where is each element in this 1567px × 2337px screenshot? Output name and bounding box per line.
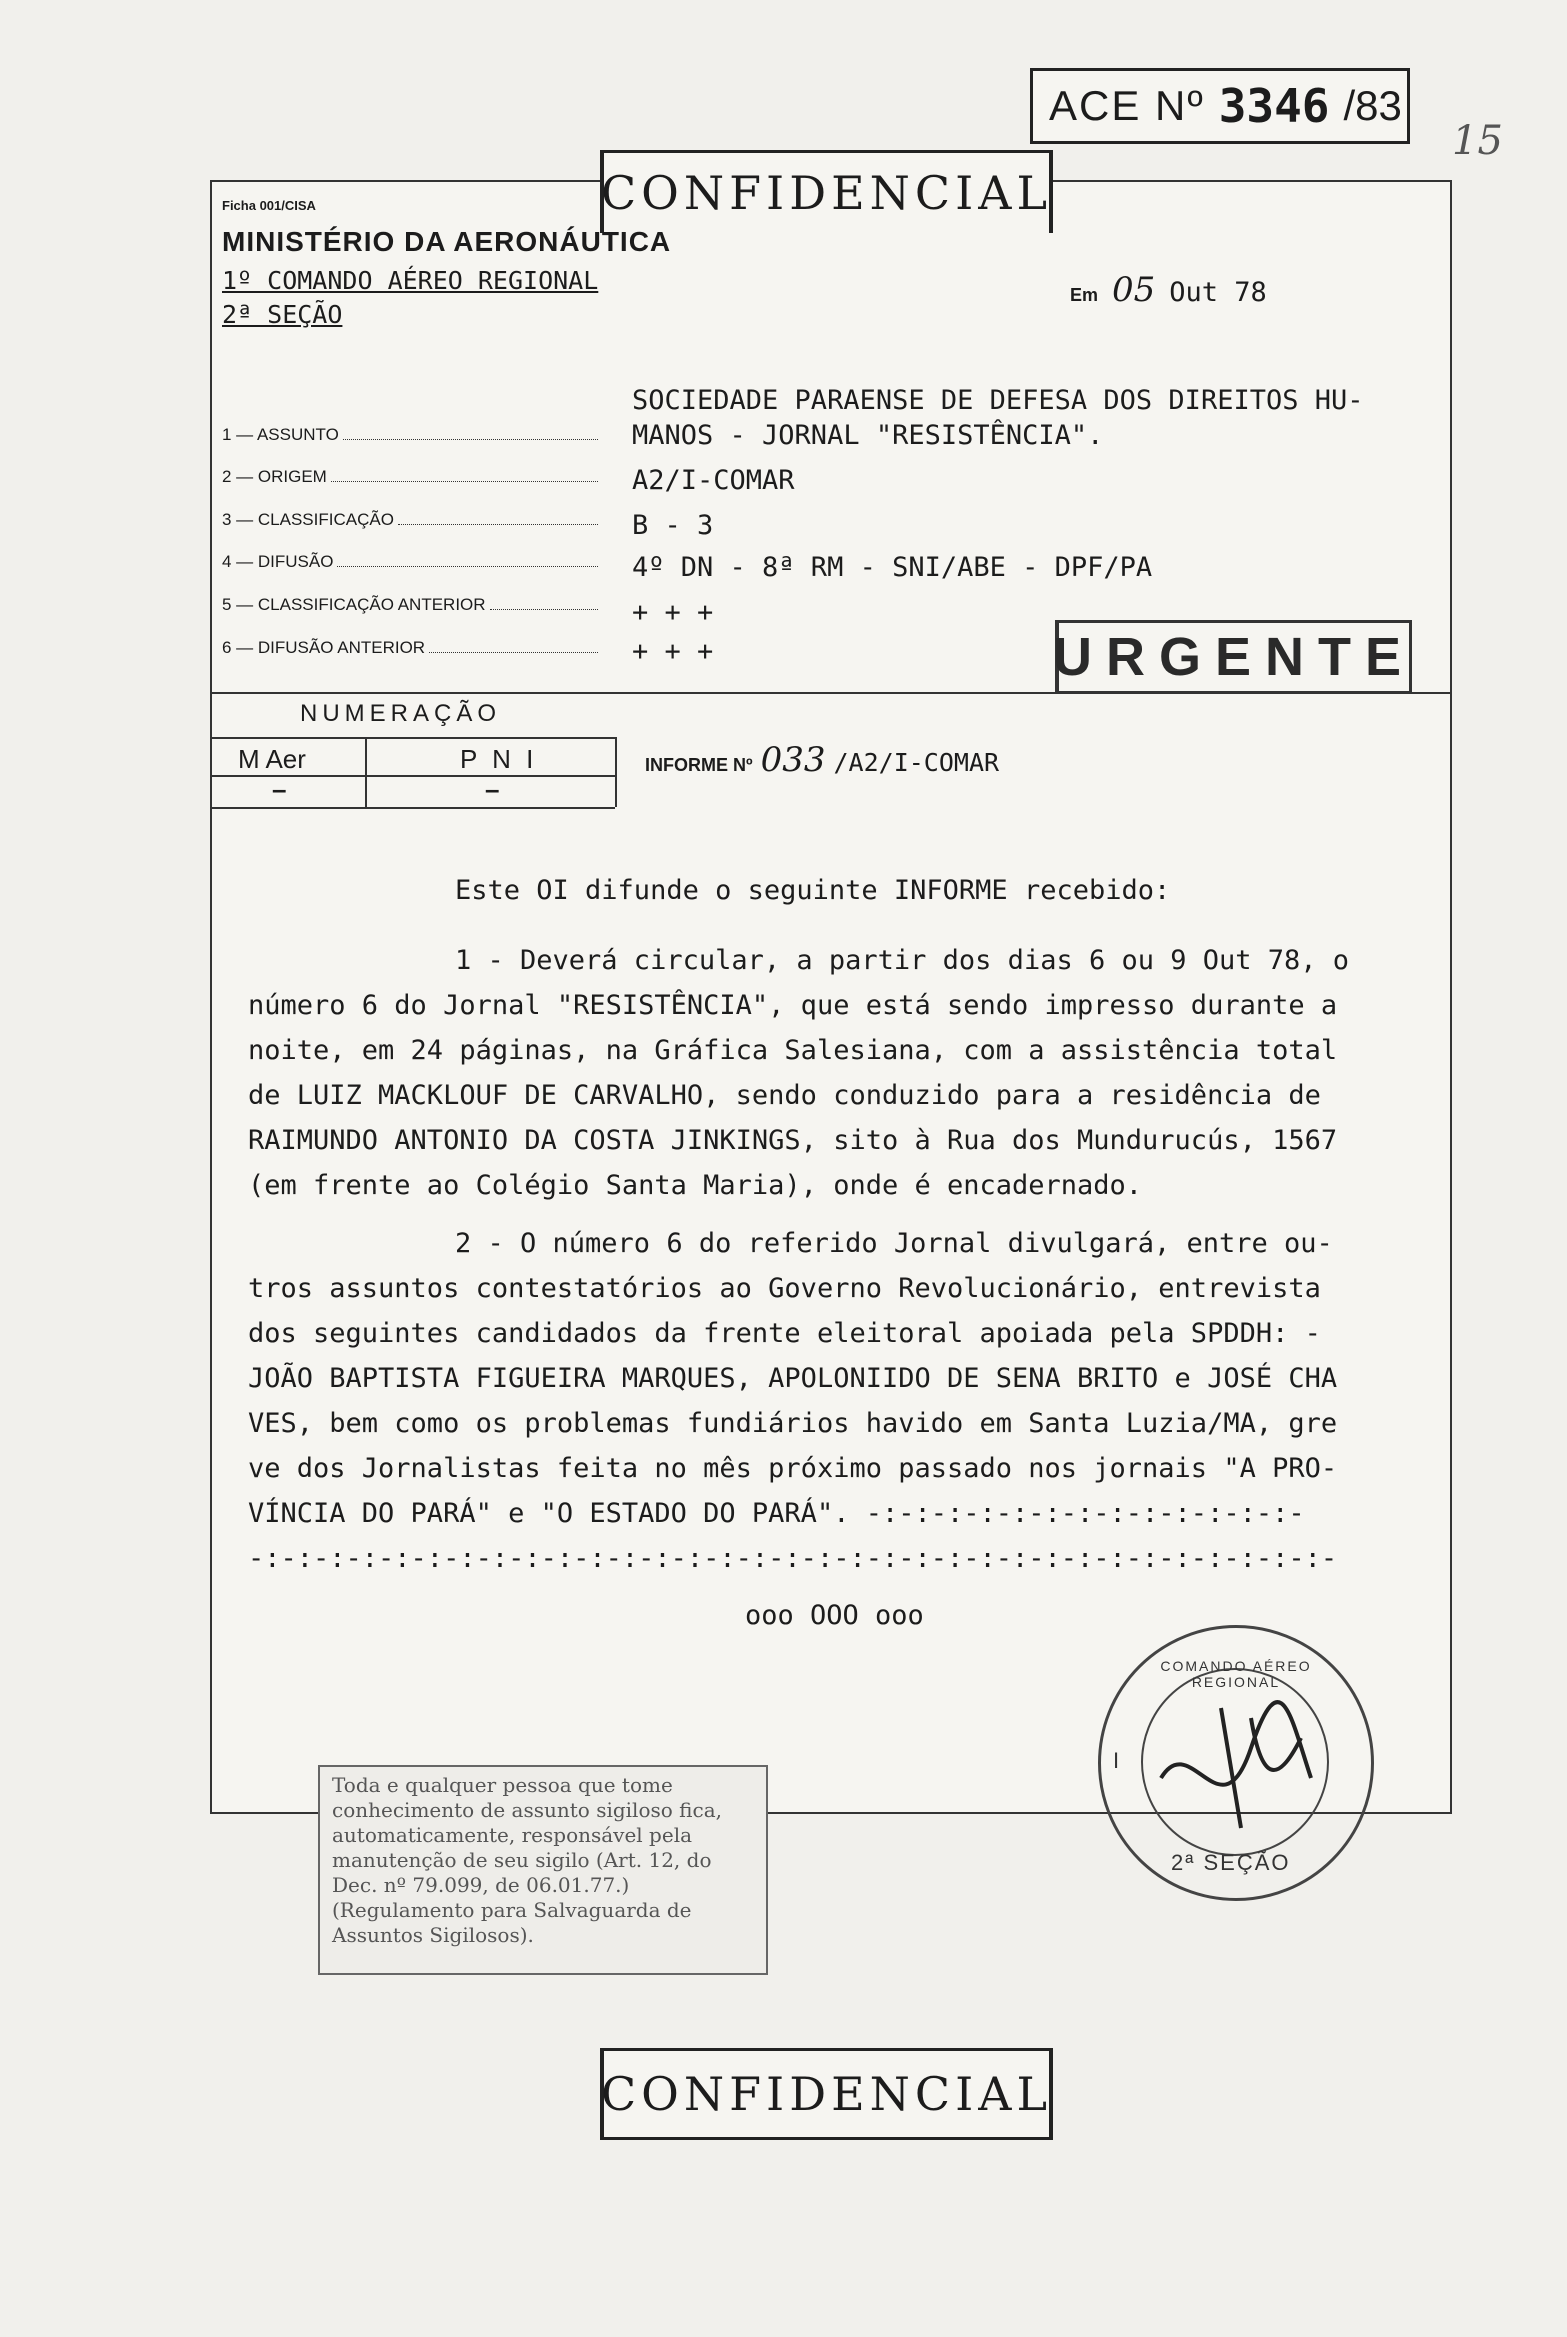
p1-line3: noite, em 24 páginas, na Gráfica Salesiana, com a assistência total <box>248 1035 1338 1066</box>
p2-line6: ve dos Jornalistas feita no mês próximo passado nos jornais "A PRO- <box>248 1453 1338 1484</box>
p2-line3: dos seguintes candidados da frente eleitoral apoiada pela SPDDH: - <box>248 1318 1321 1349</box>
numeracao-col-pni: P N I <box>460 744 538 774</box>
informe-number: 033 <box>760 740 826 780</box>
p1-line4: de LUIZ MACKLOUF DE CARVALHO, sendo conduzido para a residência de <box>248 1080 1321 1111</box>
seal-left-text: I <box>1113 1748 1122 1773</box>
classificacao-value: B - 3 <box>632 510 714 541</box>
ace-number-box <box>1030 68 1410 144</box>
body-intro: Este OI difunde o seguinte INFORME recebido: <box>455 875 1171 906</box>
date-day: 05 <box>1112 270 1156 310</box>
numeracao-col-divider <box>365 737 367 807</box>
difusao-anterior-value: + + + <box>632 636 714 667</box>
p1-line2: número 6 do Jornal "RESISTÊNCIA", que está sendo impresso durante a <box>248 990 1338 1021</box>
numeracao-maer-value: – <box>272 774 287 804</box>
p1-line6: (em frente ao Colégio Santa Maria), onde é encadernado. <box>248 1170 1143 1201</box>
numeracao-title: NUMERAÇÃO <box>300 700 502 727</box>
numeracao-right-border <box>615 737 617 807</box>
classification-stamp-bottom: CONFIDENCIAL <box>600 2048 1053 2140</box>
form-code: Ficha 001/CISA <box>222 198 316 213</box>
p1-line1: 1 - Deverá circular, a partir dos dias 6 ou 9 Out 78, o <box>455 945 1350 976</box>
corner-page-number: 15 <box>1452 118 1503 164</box>
numeracao-bottom-line <box>210 807 615 809</box>
ace-year: /83 <box>1343 82 1402 129</box>
date-prefix: Em <box>1070 285 1099 305</box>
informe-label: INFORME Nº <box>645 755 753 775</box>
ace-label: ACE Nº <box>1049 82 1205 129</box>
numeracao-col-maer: M Aer <box>238 744 306 774</box>
assunto-value-line1: SOCIEDADE PARAENSE DE DEFESA DOS DIREITOS HU- <box>632 385 1364 416</box>
numeracao-divider <box>210 737 615 739</box>
field-classificacao-anterior: 5 — CLASSIFICAÇÃO ANTERIOR <box>222 595 602 615</box>
p2-line1: 2 - O número 6 do referido Jornal divulgará, entre ou- <box>455 1228 1333 1259</box>
numeracao-row-divider <box>210 775 615 777</box>
p2-line5: VES, bem como os problemas fundiários havido em Santa Luzia/MA, gre <box>248 1408 1338 1439</box>
assunto-value-line2: MANOS - JORNAL "RESISTÊNCIA". <box>632 420 1104 451</box>
informe-line <box>645 740 999 780</box>
p1-line5: RAIMUNDO ANTONIO DA COSTA JINKINGS, sito à Rua dos Mundurucús, 1567 <box>248 1125 1338 1156</box>
ace-number: 3346 <box>1218 79 1330 133</box>
classificacao-anterior-value: + + + <box>632 597 714 628</box>
ministry-title: MINISTÉRIO DA AERONÁUTICA <box>222 226 672 257</box>
separator-line <box>210 692 1450 694</box>
secrecy-notice: Toda e qualquer pessoa que tome conhecimento de assunto sigiloso fica, automaticamente, responsável pela manutenção de seu sigilo (Art. 12, do Dec. nº 79.099, de 06.01.77.) (Regulamento para Salvaguarda de Assuntos Sigilosos). <box>318 1765 768 1975</box>
numeracao-pni-value: – <box>485 774 500 804</box>
difusao-value: 4º DN - 8ª RM - SNI/ABE - DPF/PA <box>632 552 1153 583</box>
origem-value: A2/I-COMAR <box>632 465 795 496</box>
field-origem: 2 — ORIGEM <box>222 467 602 487</box>
seal-top-text: COMANDO AÉREO REGIONAL <box>1160 1658 1312 1690</box>
p2-line2: tros assuntos contestatórios ao Governo Revolucionário, entrevista <box>248 1273 1321 1304</box>
date-line <box>1070 270 1267 310</box>
field-assunto: 1 — ASSUNTO <box>222 425 602 445</box>
body-ending: ooo OOO ooo <box>745 1600 924 1631</box>
command-name: 1º COMANDO AÉREO REGIONAL <box>222 266 599 295</box>
urgency-stamp: URGENTE <box>1055 620 1412 694</box>
p2-line4: JOÃO BAPTISTA FIGUEIRA MARQUES, APOLONIIDO DE SENA BRITO e JOSÉ CHA <box>248 1363 1338 1394</box>
field-classificacao: 3 — CLASSIFICAÇÃO <box>222 510 602 530</box>
date-rest: Out 78 <box>1169 277 1267 308</box>
p2-line8: -:-:-:-:-:-:-:-:-:-:-:-:-:-:-:-:-:-:-:-:-:-:-:-:-:-:-:-:-:-:-:-:-:- <box>248 1543 1338 1574</box>
official-seal <box>1098 1625 1374 1901</box>
section-name: 2ª SEÇÃO <box>222 300 343 329</box>
signature-icon <box>1101 1628 1371 1898</box>
field-difusao-anterior: 6 — DIFUSÃO ANTERIOR <box>222 638 602 658</box>
classification-stamp-top: CONFIDENCIAL <box>600 150 1053 233</box>
seal-bottom-text: 2ª SEÇÃO <box>1171 1850 1291 1875</box>
p2-line7: VÍNCIA DO PARÁ" e "O ESTADO DO PARÁ". -:-:-:-:-:-:-:-:-:-:-:-:-:- <box>248 1498 1305 1529</box>
field-difusao: 4 — DIFUSÃO <box>222 552 602 572</box>
informe-suffix: /A2/I-COMAR <box>833 748 1000 777</box>
